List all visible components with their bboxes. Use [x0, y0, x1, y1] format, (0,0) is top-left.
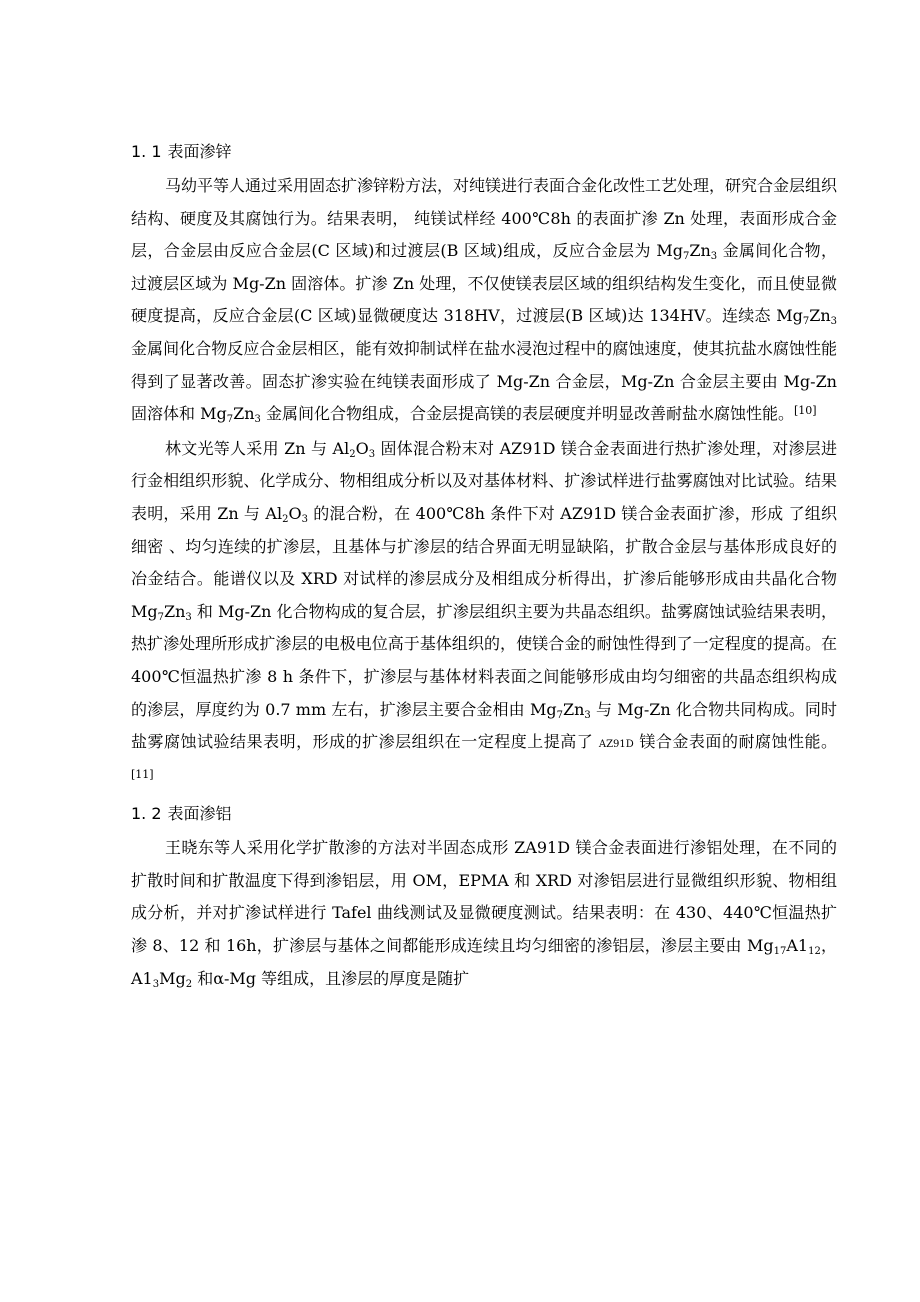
text-run: 王晓东等人采用化学扩散渗的方法对半固态成形 ZA91D 镁合金表面进行渗铝处理，在不同的扩散时间和扩散温度下得到渗铝层，用 OM，EPMA 和 XRD 对渗铝层进行显微组织形貌、物相组成分析，并对扩渗试样进行 Tafel 曲线测试及显微硬度测试。结果表明：在 430、440℃恒温热扩渗 8、12 和 16h，扩渗层与基体之间都能形成连续且均匀细密的渗铝层，渗层主要由 Mg	[131, 838, 837, 956]
text-run: 的混合粉，在 400℃8h 条件下对 AZ91D 镁合金表面扩渗，形成 了组织细密 、均匀连续的扩渗层，且基体与扩渗层的结合界面无明显缺陷，扩散合金层与基体形成良好的冶金结合。能谱仪以及 XRD 对试样的渗层成分及相组成分析得出，扩渗后能够形成由共晶化合物 Mg	[131, 503, 837, 621]
subscript: 17	[773, 946, 787, 958]
text-run: 固体混合粉末对 AZ91D 镁合金表面进行热扩渗处理，对渗层进行金相组织形貌、化学成分、物相组成分析以及对基体材料、扩渗试样进行盐雾腐蚀对比试验。结果表明，采用 Zn 与 Al	[131, 438, 837, 523]
subscript: 3	[710, 251, 718, 263]
text-run: 和 Mg-Zn 化合物构成的复合层，扩渗层组织主要为共晶态组织。盐雾腐蚀试验结果表明，热扩渗处理所形成扩渗层的电极电位高于基体组织的，使镁合金的耐蚀性得到了一定程度的提高。在 400℃恒温热扩渗 8 h 条件下，扩渗层与基体材料表面之间能够形成由均匀细密的共晶态组织构成的渗层，厚度约为 0.7 mm 左右，扩渗层主要合金相由 Mg	[131, 601, 837, 719]
text-run: Mg	[159, 968, 186, 988]
subscript: 7	[157, 611, 164, 623]
text-run: 金属间化合物反应合金层相区，能有效抑制试样在盐水浸泡过程中的腐蚀速度，使其抗盐水腐蚀性能得到了显著改善。固态扩渗实验在纯镁表面形成了 Mg-Zn 合金层，Mg-Zn 合金层主要由 Mg-Zn 固溶体和 Mg	[131, 338, 837, 424]
citation-ref: [11]	[131, 767, 154, 781]
paragraph	[131, 832, 837, 995]
subscript: 3	[254, 414, 261, 426]
text-run: O	[355, 438, 369, 458]
text-run: 金属间化合物组成，合金层提高镁的表层硬度并明显改善耐盐水腐蚀性能。	[260, 404, 794, 424]
document-page	[131, 138, 837, 997]
text-run: O	[288, 503, 302, 523]
text-run: Zn	[689, 241, 711, 261]
text-run: Zn	[809, 306, 831, 326]
text-run: Zn	[164, 601, 186, 621]
text-run: 林文光等人采用 Zn 与 Al	[165, 438, 350, 458]
subscript: 3	[301, 513, 308, 525]
small-text: AZ91D	[598, 739, 634, 751]
paragraph	[131, 433, 837, 795]
subscript: 7	[802, 316, 810, 328]
subscript: 3	[584, 709, 591, 721]
section-number: 1. 1	[131, 142, 162, 161]
subscript: 2	[349, 448, 356, 460]
subscript: 2	[185, 978, 193, 990]
citation-ref: [10]	[793, 404, 817, 418]
text-run: 与 Mg-Zn 化合物共同构成。同时盐雾腐蚀试验结果表明，形成的扩渗层组织在一定程度上提高了	[131, 699, 837, 752]
subscript: 7	[682, 251, 690, 263]
subscript: 7	[556, 709, 563, 721]
paragraph	[131, 170, 837, 431]
text-run: 和α-Mg 等组成，且渗层的厚度是随扩	[192, 968, 470, 988]
subscript: 3	[152, 978, 160, 990]
section-number: 1. 2	[131, 804, 162, 824]
text-run: 马幼平等人通过采用固态扩渗锌粉方法，对纯镁进行表面合金化改性工艺处理，研究合金层组织结构、硬度及其腐蚀行为。结果表明， 纯镁试样经 400℃8h 的表面扩渗 Zn 处理，表面形成合金层，合金层由反应合金层(C 区域)和过渡层(B 区域)组成，反应合金层为 Mg	[131, 176, 838, 261]
text-run: Zn	[562, 699, 585, 719]
subscript: 3	[368, 448, 376, 460]
subscript: 3	[830, 316, 837, 328]
subscript: 3	[185, 611, 192, 623]
section-title: 表面渗铝	[167, 804, 232, 824]
section-title: 表面渗锌	[167, 142, 232, 161]
subscript: 12	[808, 946, 821, 958]
text-run: 镁合金表面的耐腐蚀性能。	[633, 732, 837, 752]
section-heading	[131, 800, 837, 828]
text-run: ，A1	[131, 936, 837, 988]
section-heading	[131, 138, 837, 166]
subscript: 7	[226, 414, 234, 426]
text-run: Zn	[233, 404, 255, 424]
text-run: 金属间化合物，过渡层区域为 Mg-Zn 固溶体。扩渗 Zn 处理，不仅使镁表层区域的组织结构发生变化，而且使显微硬度提高，反应合金层(C 区域)显微硬度达 318HV，过渡层(B 区域)达 134HV。连续态 Mg	[131, 241, 837, 326]
subscript: 2	[282, 513, 289, 525]
text-run: A1	[786, 936, 809, 956]
